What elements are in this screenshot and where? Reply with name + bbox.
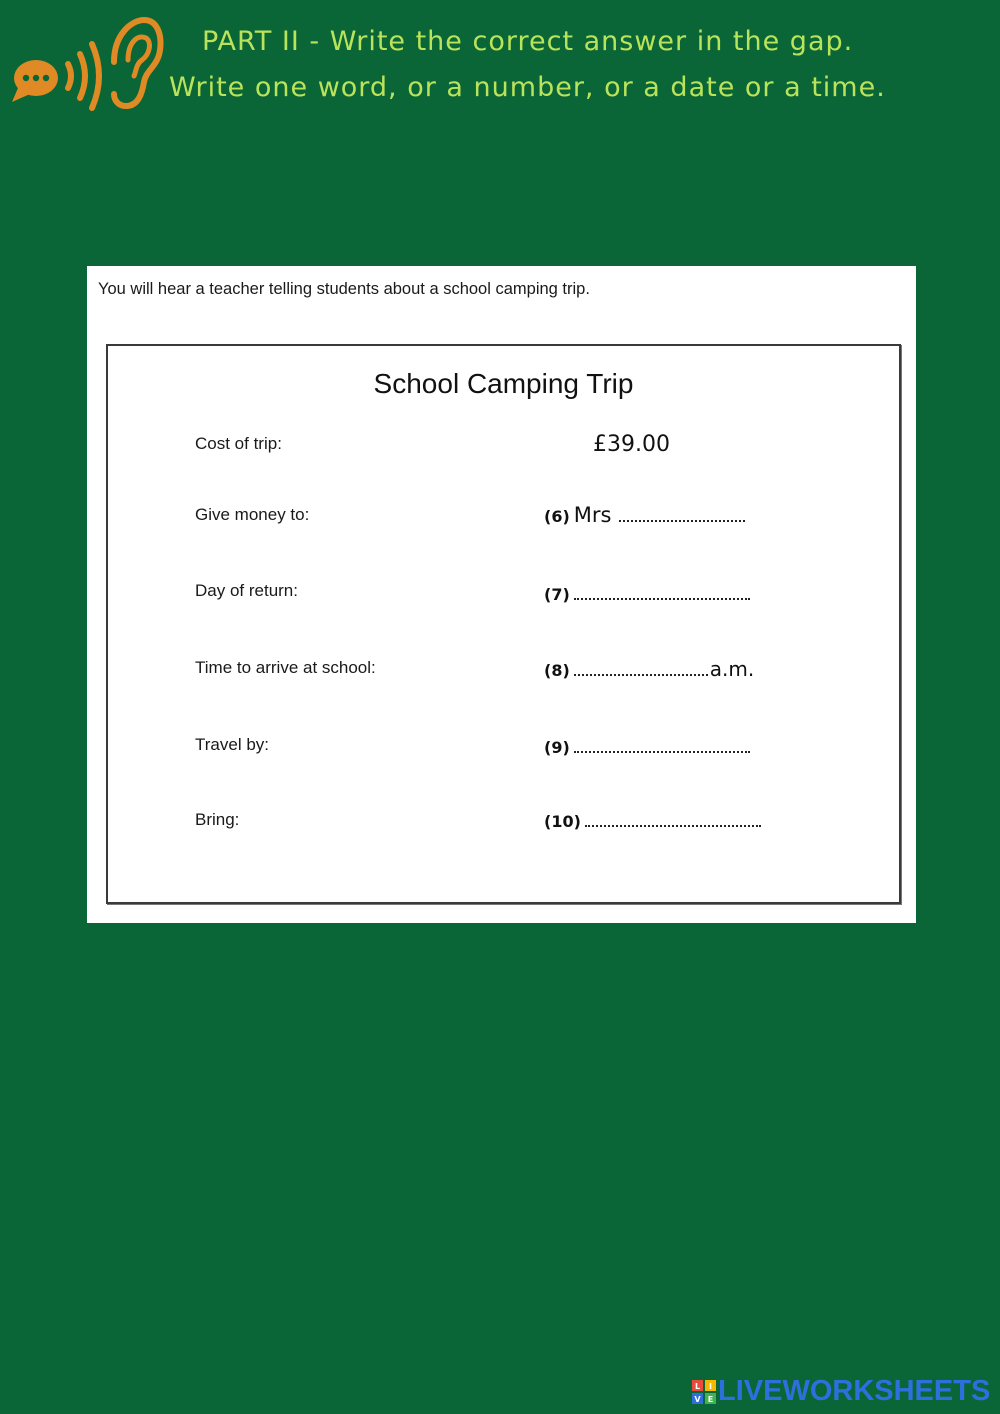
give-money-label: Give money to: (195, 505, 310, 524)
liveworksheets-logo-icon (692, 1380, 716, 1404)
cost-label: Cost of trip: (195, 434, 282, 453)
form-title: School Camping Trip (373, 368, 634, 399)
instruction-line-1: PART II - Write the correct answer in the gap. (202, 26, 854, 57)
answer-8-input[interactable] (574, 660, 708, 676)
worksheet-intro: You will hear a teacher telling students about a school camping trip. (98, 280, 590, 298)
question-number-9: (9) (544, 738, 570, 757)
question-number-6: (6) (544, 507, 570, 526)
question-number-10: (10) (544, 812, 581, 831)
bring-label: Bring: (195, 810, 240, 829)
answer-9-input[interactable] (574, 737, 750, 753)
answer-8-suffix: a.m. (709, 657, 755, 681)
camping-trip-form (106, 344, 901, 904)
logo-letter-e: E (707, 1394, 714, 1404)
answer-9 (544, 737, 750, 757)
answer-7 (544, 584, 750, 604)
instruction-line-2: Write one word, or a number, or a date or a time. (169, 72, 886, 103)
day-of-return-label: Day of return: (195, 581, 298, 600)
worksheet-panel (87, 266, 916, 923)
logo-letter-i: I (709, 1381, 712, 1391)
answer-7-input[interactable] (574, 584, 750, 600)
answer-6-input[interactable] (619, 506, 745, 522)
listening-ear-icon (10, 14, 166, 114)
answer-10-input[interactable] (585, 811, 761, 827)
answer-6 (544, 503, 745, 527)
arrival-time-label: Time to arrive at school: (195, 658, 376, 677)
liveworksheets-wordmark: LIVEWORKSHEETS (718, 1375, 991, 1407)
cost-value: £39.00 (593, 432, 670, 457)
question-number-8: (8) (544, 661, 570, 680)
logo-letter-l: L (694, 1381, 701, 1391)
travel-by-label: Travel by: (195, 735, 270, 754)
answer-10 (544, 811, 761, 831)
answer-8 (544, 657, 754, 681)
logo-letter-v: V (694, 1394, 701, 1404)
question-number-7: (7) (544, 585, 570, 604)
liveworksheets-brand (692, 1375, 990, 1408)
answer-6-prefix: Mrs (573, 503, 612, 527)
